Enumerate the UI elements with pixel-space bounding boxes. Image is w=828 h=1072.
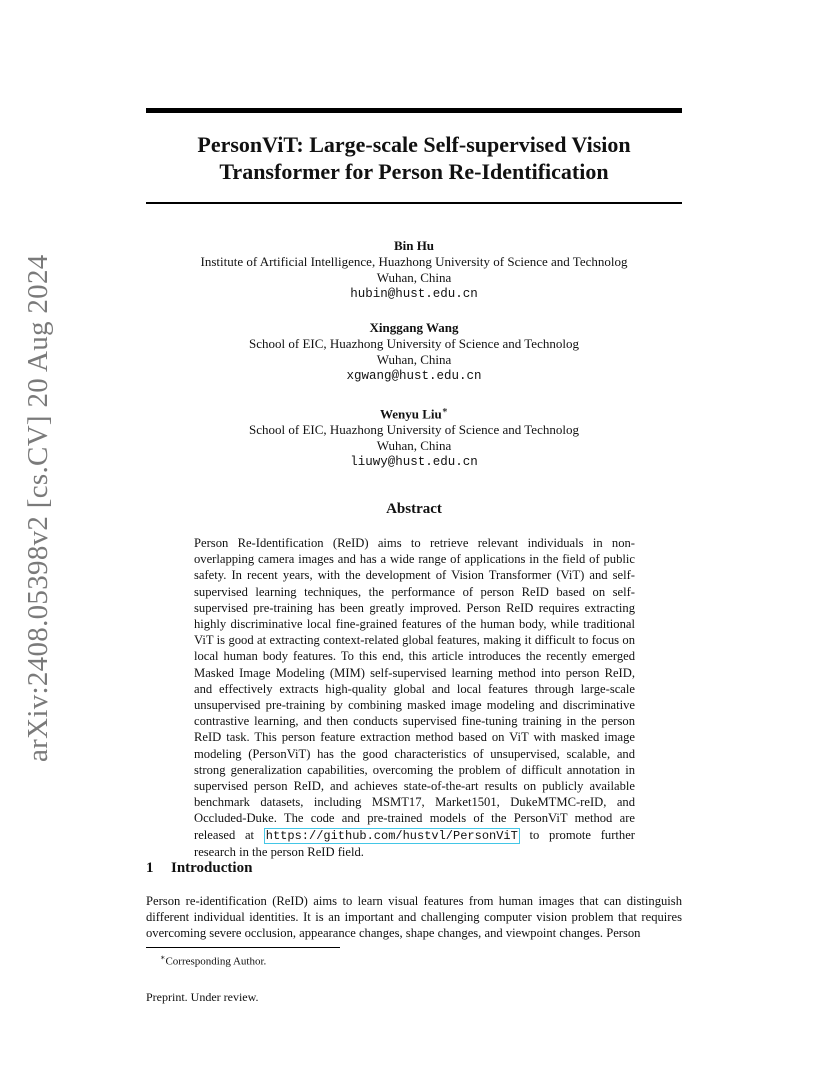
title-line-1: PersonViT: Large-scale Self-supervised Vision — [197, 132, 631, 157]
author-city: Wuhan, China — [376, 352, 452, 367]
abstract-text-end: to promote further research in the person ReID field. — [194, 827, 635, 859]
author-city: Wuhan, China — [376, 270, 452, 285]
footnote-text: Corresponding Author. — [165, 955, 267, 968]
section-number: 1 — [146, 860, 154, 876]
abstract-body — [194, 535, 635, 860]
author-name: Bin Hu — [393, 238, 435, 253]
author-city: Wuhan, China — [376, 438, 452, 454]
author-name-text: Wenyu Liu — [380, 406, 442, 422]
title-line-2: Transformer for Person Re-Identification — [219, 159, 609, 184]
corresponding-marker: ∗ — [441, 405, 448, 415]
arxiv-identifier: arXiv:2408.05398v2 [cs.CV] 20 Aug 2024 — [22, 254, 54, 762]
author-name — [146, 402, 682, 422]
footnote — [160, 951, 266, 969]
abstract-text: Person Re-Identification (ReID) aims to retrieve relevant individuals in non-overlapping camera images and has a wide range of applications in the field of public safety. In recent years, with the development of Vision Transformer (ViT) and self-supervised learning techniques, the performance of person ReID based on self-supervised pre-training has been greatly improved. Person ReID requires extracting highly discriminative local fine-grained features of the human body, while traditional ViT is good at extracting context-related global features, making it difficult to focus on local human body features. To this end, this article introduces the recently emerged Masked Image Modeling (MIM) self-supervised learning method into person ReID, and effectively extracts high-quality global and local features through large-scale unsupervised pre-training by combining masked image modeling and discriminative contrastive learning, and then conducts supervised fine-tuning training in the person ReID task. This person feature extraction method based on ViT with masked image modeling (PersonViT) has the good characteristics of unsupervised, scalable, and strong generalization capabilities, overcoming the problem of difficult annotation in supervised person ReID, and achieves state-of-the-art results on publicly available benchmark datasets, including MSMT17, Market1501, DukeMTMC-reID, and Occluded-Duke. The code and pre-trained models of the PersonViT method are released at — [194, 536, 635, 842]
section-title: Introduction — [171, 860, 253, 876]
title-bottom-rule — [146, 202, 682, 204]
author-affiliation: Institute of Artificial Intelligence, Huazhong University of Science and Technolog — [200, 254, 628, 269]
footnote-marker: ∗ — [160, 953, 166, 962]
author-email[interactable]: liuwy@hust.edu.cn — [350, 455, 478, 470]
author-name: Xinggang Wang — [369, 320, 459, 335]
author-block — [146, 238, 682, 302]
github-link[interactable]: https://github.com/hustvl/PersonViT — [265, 828, 518, 843]
author-block — [146, 402, 682, 470]
introduction-body: Person re-identification (ReID) aims to learn visual features from human images that can distinguish different individual identities. It is an important and challenging computer vision problem that requires overcoming severe occlusion, appearance changes, shape changes, and viewpoint changes. Person — [146, 894, 682, 941]
author-block — [146, 320, 682, 384]
author-email[interactable]: hubin@hust.edu.cn — [350, 287, 478, 301]
section-heading-introduction — [146, 860, 252, 877]
author-affiliation: School of EIC, Huazhong University of Science and Technolog — [249, 336, 579, 351]
abstract-heading: Abstract — [386, 501, 442, 517]
footnote-rule — [146, 947, 340, 948]
title-top-rule — [146, 108, 682, 113]
paper-title — [146, 131, 682, 185]
preprint-notice: Preprint. Under review. — [146, 990, 259, 1004]
author-email[interactable]: xgwang@hust.edu.cn — [346, 369, 482, 383]
author-affiliation: School of EIC, Huazhong University of Science and Technolog — [249, 422, 579, 438]
